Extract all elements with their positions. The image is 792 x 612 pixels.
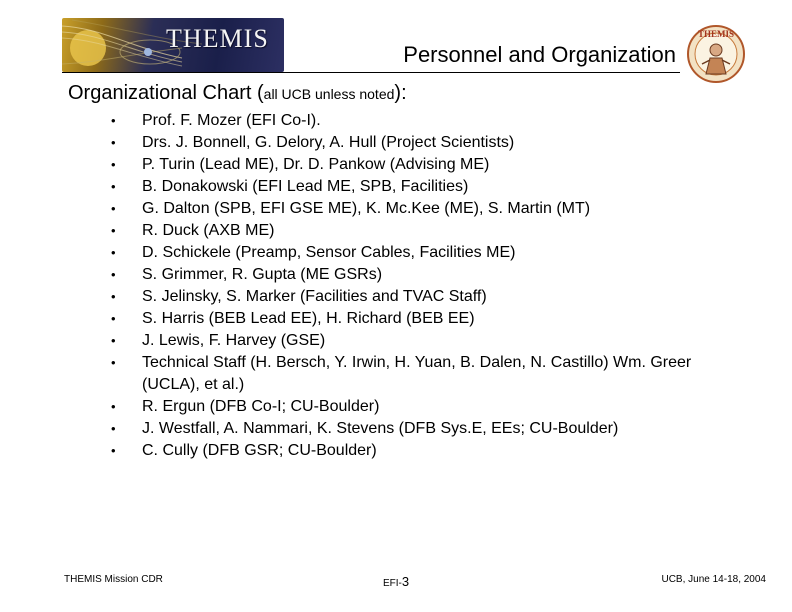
header-divider [62, 72, 680, 73]
list-item-text: J. Lewis, F. Harvey (GSE) [142, 332, 326, 349]
list-item [108, 396, 748, 418]
list-item [108, 242, 748, 264]
page-prefix: EFI- [383, 578, 402, 589]
bullet: • [111, 223, 116, 238]
list-item-text: P. Turin (Lead ME), Dr. D. Pankow (Advising ME) [142, 156, 490, 173]
list-item [108, 418, 748, 440]
bullet: • [111, 443, 116, 458]
logo-title: THEMIS [166, 24, 269, 53]
bullet: • [111, 399, 116, 414]
footer-page-number [383, 574, 409, 589]
bullet: • [111, 157, 116, 172]
list-item-text: B. Donakowski (EFI Lead ME, SPB, Facilities) [142, 178, 469, 195]
list-item [108, 308, 748, 330]
list-item-text: S. Jelinsky, S. Marker (Facilities and TVAC Staff) [142, 288, 487, 305]
list-item-text: Technical Staff (H. Bersch, Y. Irwin, H. Yuan, B. Dalen, N. Castillo) Wm. Greer (UCLA), et al.) [142, 354, 692, 393]
bullet: • [111, 245, 116, 260]
list-item [108, 330, 748, 352]
bullet: • [111, 135, 116, 150]
badge-text: THEMIS [697, 29, 735, 39]
list-item-text: J. Westfall, A. Nammari, K. Stevens (DFB Sys.E, EEs; CU-Boulder) [142, 420, 619, 437]
list-item-text: S. Harris (BEB Lead EE), H. Richard (BEB EE) [142, 310, 475, 327]
heading-note: all UCB unless noted [263, 86, 395, 102]
list-item [108, 110, 748, 132]
list-item [108, 132, 748, 154]
heading-end: ): [394, 82, 407, 104]
bullet: • [111, 179, 116, 194]
page-num: 3 [401, 574, 410, 589]
bullet: • [111, 311, 116, 326]
bullet: • [111, 267, 116, 282]
heading-main: Organizational Chart ( [68, 82, 264, 104]
footer-event: THEMIS Mission CDR [64, 574, 163, 585]
list-item-text: R. Duck (AXB ME) [142, 222, 275, 239]
list-item-text: G. Dalton (SPB, EFI GSE ME), K. Mc.Kee (ME), S. Martin (MT) [142, 200, 591, 217]
list-item-text: Drs. J. Bonnell, G. Delory, A. Hull (Project Scientists) [142, 134, 515, 151]
bullet: • [111, 201, 116, 216]
bullet: • [111, 113, 116, 128]
bullet: • [111, 333, 116, 348]
list-item [108, 176, 748, 198]
bullet: • [111, 421, 116, 436]
section-heading [68, 82, 407, 105]
bullet: • [111, 355, 116, 370]
personnel-list [108, 110, 748, 462]
list-item [108, 154, 748, 176]
list-item-text: C. Cully (DFB GSR; CU-Boulder) [142, 442, 377, 459]
footer-location-date: UCB, June 14-18, 2004 [661, 574, 766, 585]
list-item [108, 352, 748, 396]
list-item [108, 264, 748, 286]
list-item-text: R. Ergun (DFB Co-I; CU-Boulder) [142, 398, 380, 415]
mission-badge-icon [686, 24, 746, 84]
slide-title: Personnel and Organization [403, 42, 676, 67]
list-item-text: Prof. F. Mozer (EFI Co-I). [142, 112, 321, 129]
list-item [108, 440, 748, 462]
list-item-text: S. Grimmer, R. Gupta (ME GSRs) [142, 266, 383, 283]
bullet: • [111, 289, 116, 304]
list-item [108, 220, 748, 242]
themis-logo-banner [62, 18, 284, 72]
list-item-text: D. Schickele (Preamp, Sensor Cables, Facilities ME) [142, 244, 516, 261]
list-item [108, 198, 748, 220]
list-item [108, 286, 748, 308]
